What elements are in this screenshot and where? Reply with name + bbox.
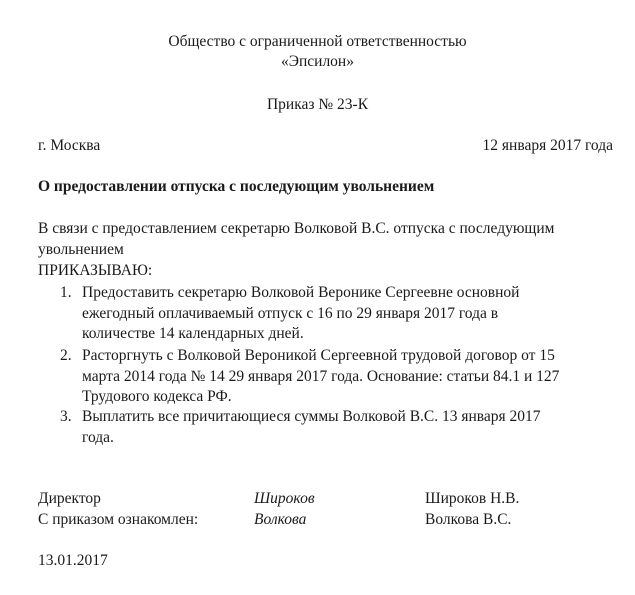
organization-short-name: «Эпсилон» bbox=[281, 53, 354, 70]
order-item-text bbox=[82, 407, 602, 448]
director-label: Директор bbox=[38, 490, 101, 507]
order-title: Приказ № 23-К bbox=[266, 96, 369, 113]
acknowledgement-date: 13.01.2017 bbox=[38, 552, 108, 569]
preamble-line-1: В связи с предоставлением секретарю Волковой В.С. отпуска с последующим bbox=[38, 220, 555, 237]
order-item-line: Предоставить секретарю Волковой Веронике Сергеевне основной bbox=[82, 284, 520, 301]
order-word: ПРИКАЗЫВАЮ: bbox=[38, 262, 153, 279]
order-item-line: ежегодный оплачиваемый отпуск с 16 по 29 января 2017 года в bbox=[82, 304, 499, 322]
city: г. Москва bbox=[38, 137, 101, 154]
order-item-line: марта 2014 года № 14 29 января 2017 года. Основание: статьи 84.1 и 127 bbox=[82, 367, 560, 385]
director-signature: Широков bbox=[254, 490, 315, 507]
order-item-line: Расторгнуть с Волковой Вероникой Сергеевной трудовой договор от 15 bbox=[82, 347, 555, 364]
director-name: Широков Н.В. bbox=[425, 490, 520, 507]
order-item-number: 3. bbox=[60, 408, 72, 425]
employee-name: Волкова В.С. bbox=[425, 511, 512, 528]
order-item-number: 2. bbox=[60, 347, 72, 364]
organization-name: Общество с ограниченной ответственностью bbox=[168, 33, 467, 50]
order-item-line: года. bbox=[82, 428, 114, 446]
order-subject: О предоставлении отпуска с последующим увольнением bbox=[38, 178, 435, 195]
employee-signature: Волкова bbox=[254, 511, 307, 528]
order-item-line: Трудового кодекса РФ. bbox=[82, 388, 232, 405]
order-item-text bbox=[82, 283, 602, 345]
preamble-line-2: увольнением bbox=[38, 241, 124, 258]
order-item-number: 1. bbox=[60, 284, 72, 301]
order-item-line: Выплатить все причитающиеся суммы Волковой В.С. 13 января 2017 bbox=[82, 408, 541, 425]
order-date: 12 января 2017 года bbox=[482, 137, 613, 154]
acknowledgement-label: С приказом ознакомлен: bbox=[38, 511, 199, 528]
order-item-text bbox=[82, 346, 602, 408]
order-item-line: количестве 14 календарных дней. bbox=[82, 325, 304, 342]
